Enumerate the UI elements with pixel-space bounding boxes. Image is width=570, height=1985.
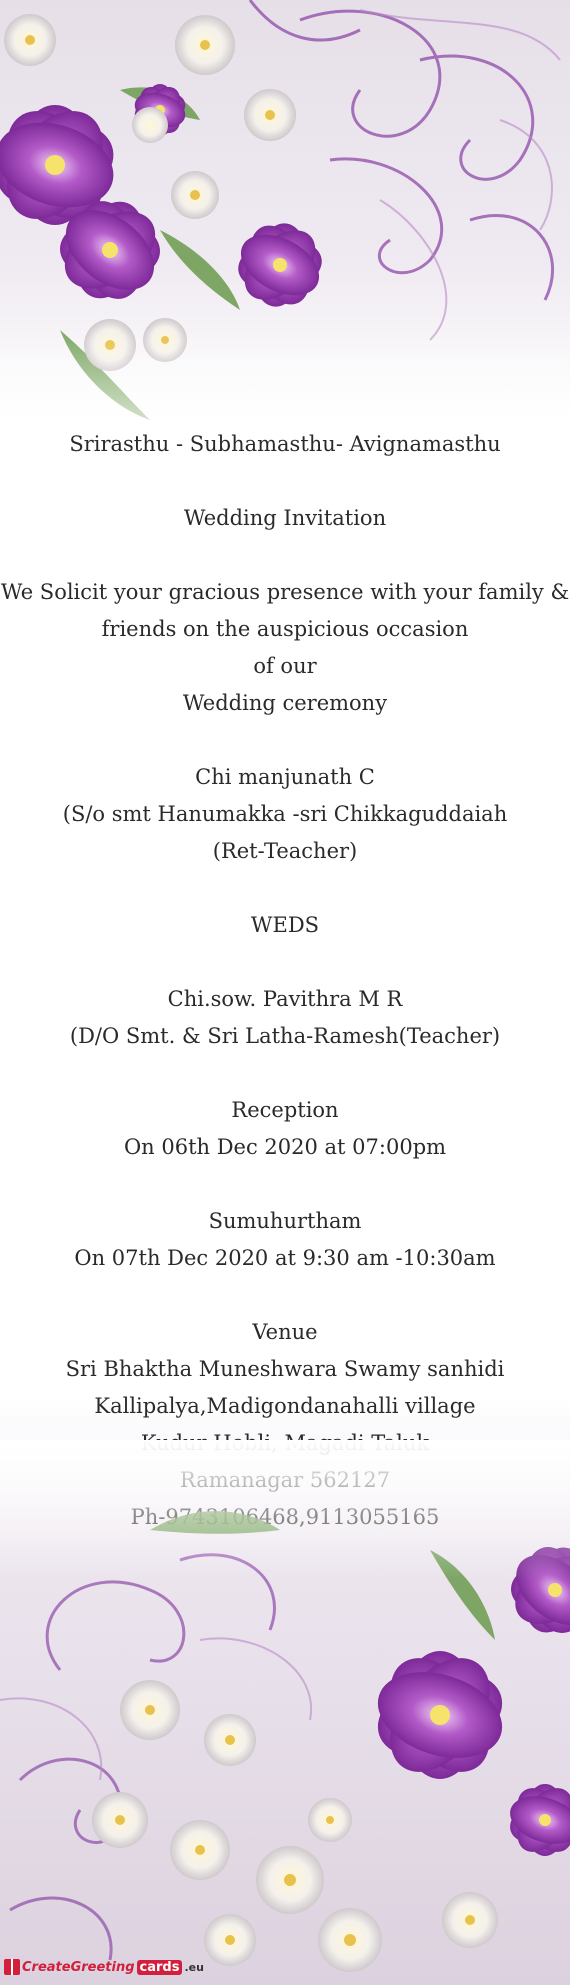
- site-logo: [4, 1955, 204, 1979]
- floral-artwork-bottom: [0, 1440, 570, 1985]
- invitation-text: [0, 426, 570, 1536]
- floral-artwork-top: [0, 0, 570, 470]
- reception-time: On 06th Dec 2020 at 07:00pm: [123, 1135, 447, 1159]
- venue-line-1: Sri Bhaktha Muneshwara Swamy sanhidi: [65, 1357, 505, 1381]
- ceremony-line: Wedding ceremony: [182, 691, 388, 715]
- groom-parent-role: (Ret-Teacher): [212, 839, 358, 863]
- solicit-line-1: We Solicit your gracious presence with your family &: [0, 580, 570, 604]
- gift-icon: [4, 1959, 20, 1975]
- weds-label: WEDS: [250, 913, 320, 937]
- logo-text: CreateGreeting: [22, 1959, 135, 1975]
- logo-tld: .eu: [184, 1960, 204, 1974]
- of-our-line: of our: [253, 654, 317, 678]
- venue-line-2: Kallipalya,Madigondanahalli village: [94, 1394, 476, 1418]
- groom-name: Chi manjunath C: [195, 765, 375, 789]
- blessing-line: Srirasthu - Subhamasthu- Avignamasthu: [69, 432, 501, 456]
- bride-name: Chi.sow. Pavithra M R: [167, 987, 403, 1011]
- invitation-title: Wedding Invitation: [183, 506, 387, 530]
- bride-parents: (D/O Smt. & Sri Latha-Ramesh(Teacher): [69, 1024, 501, 1048]
- solicit-line-2: friends on the auspicious occasion: [101, 617, 469, 641]
- groom-parents: (S/o smt Hanumakka -sri Chikkaguddaiah: [62, 802, 508, 826]
- venue-title: Venue: [252, 1320, 318, 1344]
- logo-cards: cards: [137, 1960, 183, 1975]
- muhurtham-time: On 07th Dec 2020 at 9:30 am -10:30am: [74, 1246, 496, 1270]
- reception-title: Reception: [231, 1098, 339, 1122]
- muhurtham-title: Sumuhurtham: [208, 1209, 362, 1233]
